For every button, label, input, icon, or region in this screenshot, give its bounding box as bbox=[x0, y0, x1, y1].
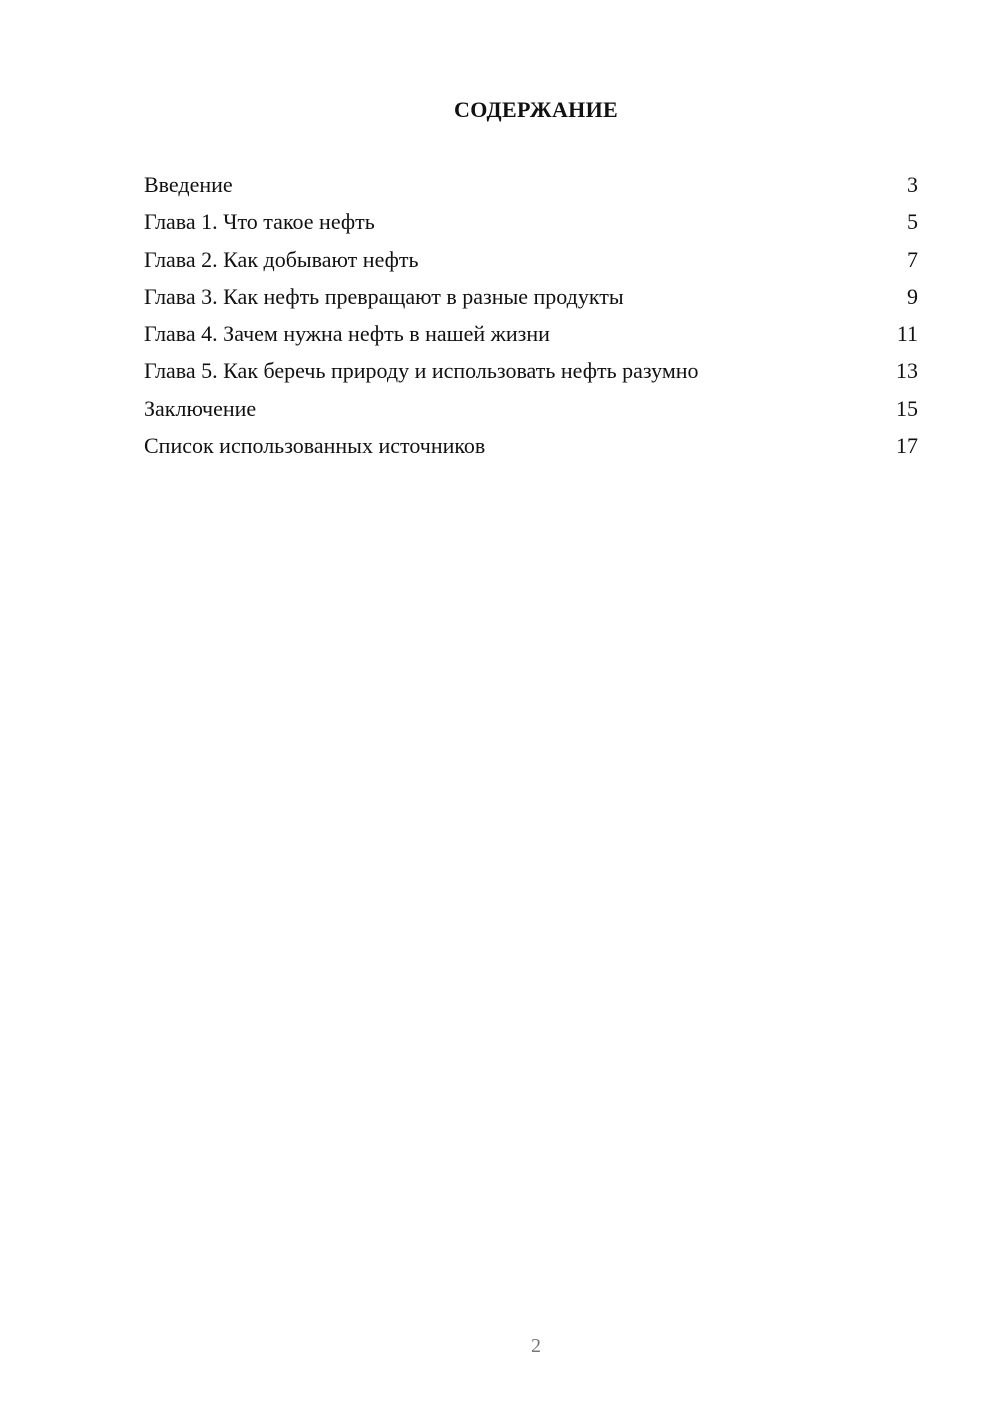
page-number: 2 bbox=[531, 1335, 541, 1357]
toc-item-chapter-1 bbox=[144, 207, 918, 244]
toc-item-page: 3 bbox=[907, 172, 918, 197]
toc-item-references bbox=[144, 431, 918, 468]
toc-item-label: Глава 2. Как добывают нефть bbox=[144, 246, 419, 272]
toc-item-conclusion bbox=[144, 394, 918, 431]
toc-item-page: 7 bbox=[907, 246, 918, 272]
toc-item-chapter-2 bbox=[144, 245, 918, 282]
toc-item-label: Глава 3. Как нефть превращают в разные продукты bbox=[144, 283, 624, 309]
toc-item-page: 5 bbox=[907, 209, 918, 235]
toc-item-page: 17 bbox=[896, 433, 918, 459]
table-of-contents bbox=[144, 170, 918, 468]
toc-title: СОДЕРЖАНИЕ bbox=[454, 97, 618, 122]
toc-item-label: Список использованных источников bbox=[144, 433, 486, 459]
toc-item-page: 9 bbox=[907, 283, 918, 309]
toc-item-page: 15 bbox=[896, 395, 918, 421]
toc-item-chapter-5 bbox=[144, 356, 918, 393]
toc-item-chapter-4 bbox=[144, 319, 918, 356]
toc-item-label: Глава 1. Что такое нефть bbox=[144, 209, 375, 235]
toc-item-chapter-3 bbox=[144, 282, 918, 319]
toc-item-label: Глава 4. Зачем нужна нефть в нашей жизни bbox=[144, 321, 550, 347]
toc-item-label: Заключение bbox=[144, 395, 257, 421]
toc-item-introduction bbox=[144, 170, 918, 207]
toc-item-page: 13 bbox=[896, 358, 918, 384]
toc-item-label: Введение bbox=[144, 172, 233, 197]
toc-item-label: Глава 5. Как беречь природу и использовать нефть разумно bbox=[144, 358, 699, 384]
toc-item-page: 11 bbox=[896, 321, 918, 347]
